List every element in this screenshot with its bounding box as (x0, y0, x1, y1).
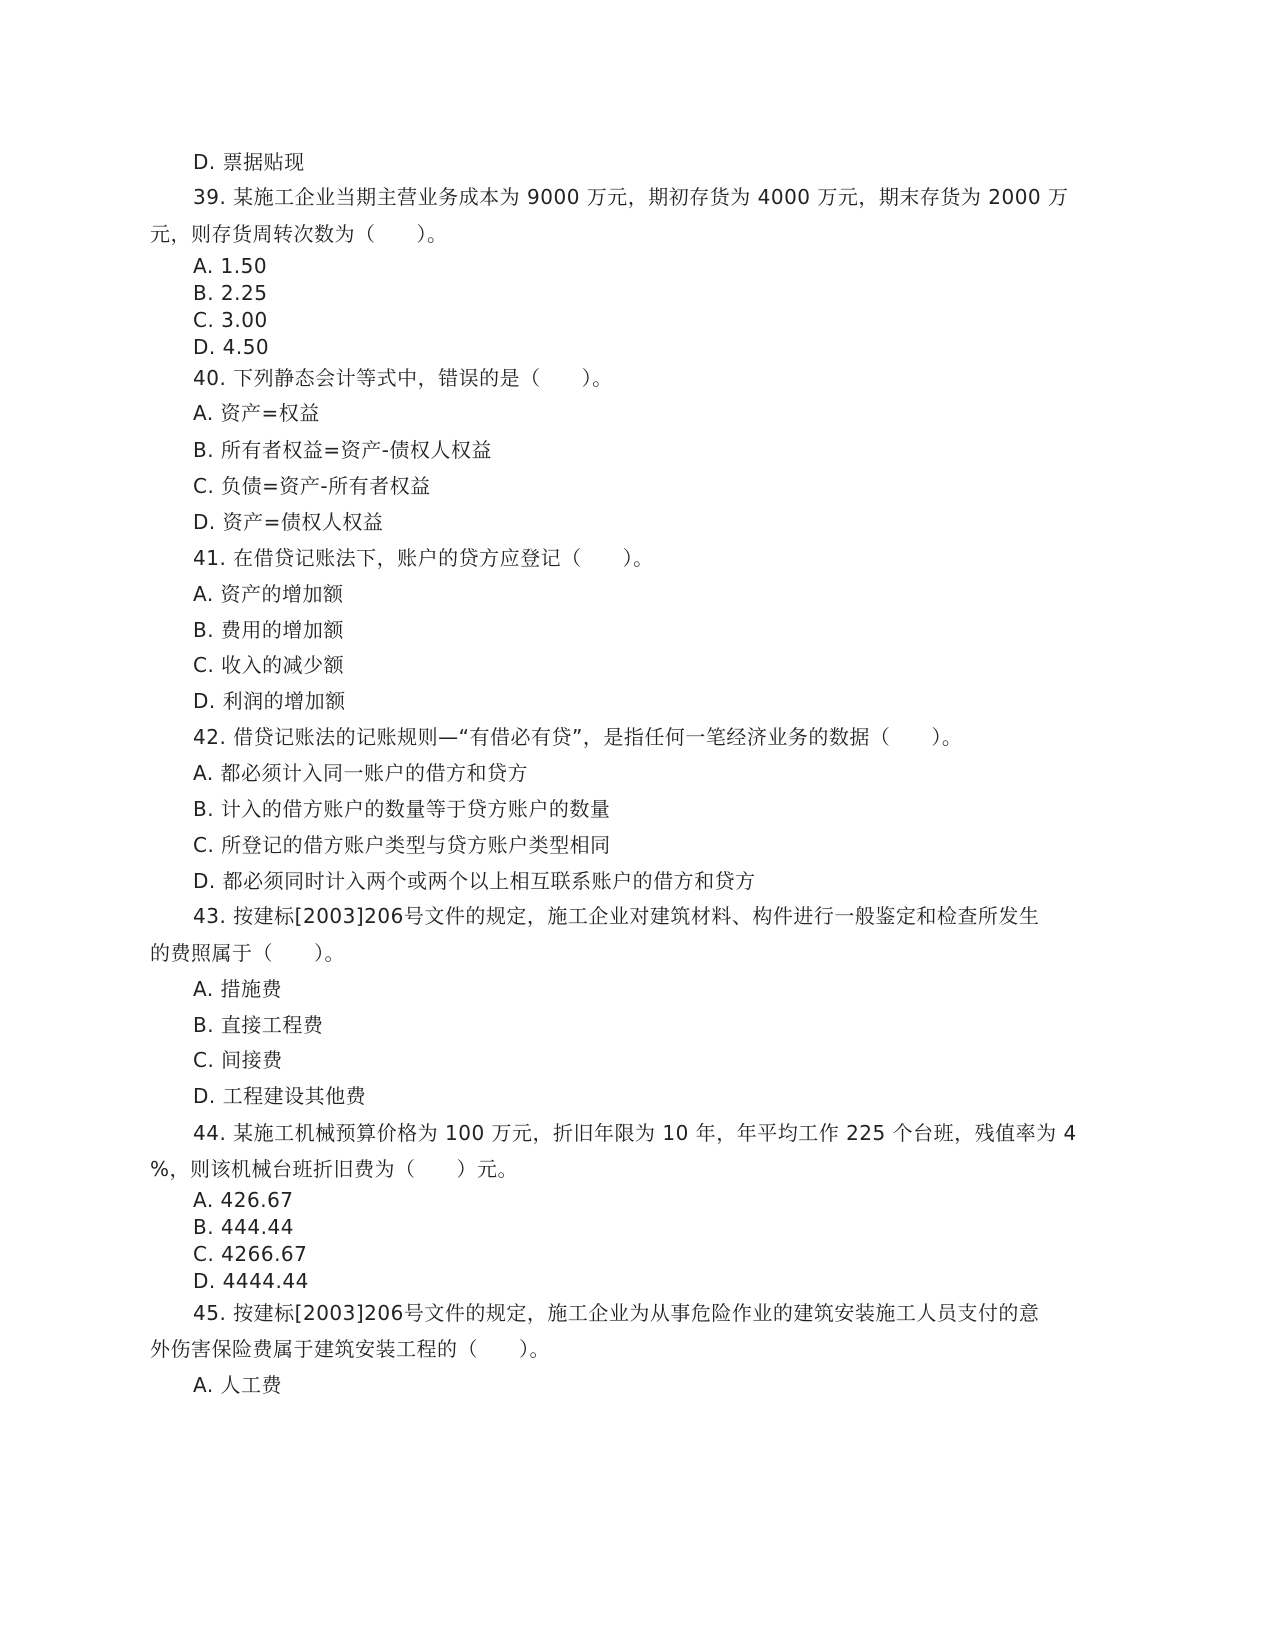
option-43-a: A. 措施费 (193, 977, 283, 1001)
question-40-stem: 40. 下列静态会计等式中，错误的是（ ）。 (193, 366, 613, 390)
question-43-stem: 43. 按建标[2003]206号文件的规定，施工企业对建筑材料、构件进行一般鉴定和检查所发生 (193, 904, 1040, 928)
option-42-c: C. 所登记的借方账户类型与贷方账户类型相同 (193, 833, 611, 857)
question-39-stem: 39. 某施工企业当期主营业务成本为 9000 万元，期初存货为 4000 万元，期末存货为 2000 万 (193, 185, 1069, 209)
question-39-stem-cont: 元，则存货周转次数为（ ）。 (150, 222, 448, 246)
question-44-stem-cont: %，则该机械台班折旧费为（ ）元。 (150, 1157, 519, 1181)
option-45-a: A. 人工费 (193, 1373, 283, 1397)
question-45-stem: 45. 按建标[2003]206号文件的规定，施工企业为从事危险作业的建筑安装施工人员支付的意 (193, 1301, 1040, 1325)
question-41-stem: 41. 在借贷记账法下，账户的贷方应登记（ ）。 (193, 546, 654, 570)
option-40-d: D. 资产=债权人权益 (193, 510, 384, 534)
option-39-c: C. 3.00 (193, 308, 268, 332)
option-43-d: D. 工程建设其他费 (193, 1084, 367, 1108)
option-41-d: D. 利润的增加额 (193, 689, 346, 713)
question-44-stem: 44. 某施工机械预算价格为 100 万元，折旧年限为 10 年，年平均工作 225 个台班，残值率为 4 (193, 1121, 1077, 1145)
question-43-stem-cont: 的费照属于（ ）。 (150, 941, 345, 965)
option-44-b: B. 444.44 (193, 1215, 294, 1239)
option-42-a: A. 都必须计入同一账户的借方和贷方 (193, 761, 529, 785)
option-43-c: C. 间接费 (193, 1048, 283, 1072)
option-42-b: B. 计入的借方账户的数量等于贷方账户的数量 (193, 797, 611, 821)
option-44-d: D. 4444.44 (193, 1269, 309, 1293)
option-39-a: A. 1.50 (193, 254, 268, 278)
option-39-b: B. 2.25 (193, 281, 268, 305)
option-44-c: C. 4266.67 (193, 1242, 308, 1266)
option-40-b: B. 所有者权益=资产-债权人权益 (193, 438, 492, 462)
option-44-a: A. 426.67 (193, 1188, 294, 1212)
question-45-stem-cont: 外伤害保险费属于建筑安装工程的（ ）。 (150, 1337, 550, 1361)
option-43-b: B. 直接工程费 (193, 1013, 324, 1037)
option-38-d: D. 票据贴现 (193, 150, 305, 174)
option-41-b: B. 费用的增加额 (193, 618, 344, 642)
option-40-c: C. 负债=资产-所有者权益 (193, 474, 431, 498)
option-41-a: A. 资产的增加额 (193, 582, 344, 606)
option-41-c: C. 收入的减少额 (193, 653, 345, 677)
option-40-a: A. 资产=权益 (193, 401, 320, 425)
option-39-d: D. 4.50 (193, 335, 270, 359)
question-42-stem: 42. 借贷记账法的记账规则—“有借必有贷”，是指任何一笔经济业务的数据（ ）。 (193, 725, 963, 749)
option-42-d: D. 都必须同时计入两个或两个以上相互联系账户的借方和贷方 (193, 869, 756, 893)
